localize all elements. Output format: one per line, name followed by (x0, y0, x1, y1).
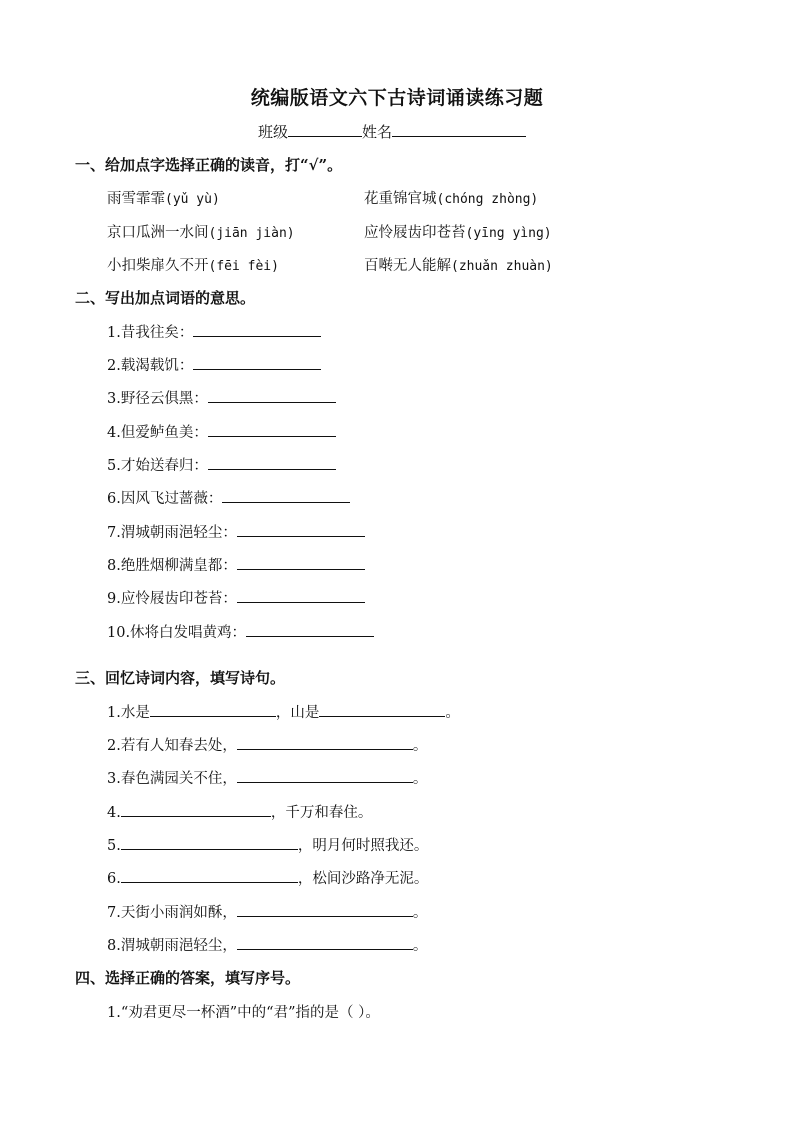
meaning-item (107, 387, 336, 408)
meaning-item (107, 487, 350, 508)
meaning-item-text: 1.昔我往矣： (107, 325, 194, 341)
fill-item-pre: 3.春色满园关不住， (107, 771, 237, 787)
meaning-item-text: 5.才始送春归： (107, 458, 208, 474)
section3-heading: 三、回忆诗词内容，填写诗句。 (75, 669, 286, 687)
fill-item (107, 801, 372, 822)
answer-blank[interactable] (121, 868, 298, 883)
name-label: 姓名 (362, 123, 393, 141)
meaning-item-text: 2.载渴载饥： (107, 358, 194, 374)
fill-item-pre: 1.水是 (107, 705, 150, 721)
fill-item-pre: 8.渭城朝雨浥轻尘， (107, 938, 237, 954)
answer-blank[interactable] (121, 802, 271, 817)
pinyin-item (364, 187, 538, 208)
answer-blank[interactable] (237, 555, 365, 570)
answer-blank[interactable] (237, 902, 413, 917)
pinyin-item-text: 花重锦官城 (364, 191, 437, 207)
pinyin-item-text: 百啭无人能解 (364, 258, 451, 274)
class-blank[interactable] (288, 122, 362, 137)
meaning-item-text: 9.应怜屐齿印苍苔： (107, 591, 237, 607)
meaning-item (107, 354, 321, 375)
fill-item-pre: 7.天街小雨润如酥， (107, 905, 237, 921)
meaning-item-text: 10.休将白发唱黄鸡： (107, 625, 247, 641)
fill-item-pre: 4. (107, 805, 121, 821)
meaning-item-text: 3.野径云俱黑： (107, 391, 208, 407)
fill-item (107, 734, 427, 755)
answer-blank[interactable] (193, 322, 321, 337)
class-name-line (258, 121, 526, 142)
fill-item-post: ，明月何时照我还。 (297, 838, 429, 854)
answer-blank[interactable] (222, 488, 350, 503)
fill-item-post: ，千万和春住。 (270, 805, 373, 821)
answer-blank[interactable] (237, 735, 413, 750)
meaning-item (107, 621, 374, 642)
meaning-item-text: 8.绝胜烟柳满皇都： (107, 558, 237, 574)
section4-heading: 四、选择正确的答案，填写序号。 (75, 969, 301, 987)
answer-blank[interactable] (121, 835, 298, 850)
pinyin-item-text: 京口瓜洲一水间 (107, 225, 209, 241)
fill-item (107, 834, 428, 855)
answer-blank[interactable] (208, 388, 336, 403)
answer-blank[interactable] (246, 622, 374, 637)
fill-item (107, 901, 427, 922)
fill-item-post: 。 (445, 705, 460, 721)
fill-item-pre: 2.若有人知春去处， (107, 738, 237, 754)
meaning-item-text: 6.因风飞过蔷薇： (107, 491, 223, 507)
meaning-item (107, 321, 321, 342)
fill-item-mid: ，山是 (275, 705, 320, 721)
meaning-item-text: 7.渭城朝雨浥轻尘： (107, 525, 237, 541)
answer-blank[interactable] (193, 355, 321, 370)
pinyin-options[interactable]: (chóng zhòng) (436, 192, 539, 207)
fill-item-post: 。 (412, 771, 428, 787)
choice-item: 1.“劝君更尽一杯酒”中的“君”指的是（ ）。 (107, 1005, 380, 1021)
pinyin-item (107, 221, 295, 242)
answer-blank[interactable] (319, 702, 445, 717)
answer-blank[interactable] (208, 455, 336, 470)
pinyin-item (364, 221, 552, 242)
pinyin-options[interactable]: (fēi fèi) (208, 259, 279, 274)
answer-blank[interactable] (237, 588, 365, 603)
name-blank[interactable] (392, 122, 526, 137)
pinyin-item (107, 254, 279, 275)
answer-blank[interactable] (237, 522, 365, 537)
meaning-item (107, 454, 336, 475)
fill-item (107, 867, 428, 888)
pinyin-options[interactable]: (yīng yìng) (465, 226, 552, 241)
fill-item (107, 767, 427, 788)
page-title: 统编版语文六下古诗词诵读练习题 (250, 87, 544, 109)
fill-item-pre: 6. (107, 871, 121, 887)
pinyin-item-text: 应怜屐齿印苍苔 (364, 225, 466, 241)
meaning-item (107, 554, 365, 575)
meaning-item (107, 587, 365, 608)
answer-blank[interactable] (150, 702, 276, 717)
answer-blank[interactable] (208, 422, 336, 437)
fill-item-post: 。 (412, 738, 428, 754)
answer-blank[interactable] (237, 935, 413, 950)
pinyin-item-text: 雨雪霏霏 (107, 191, 165, 207)
fill-item (107, 934, 427, 955)
fill-item-post: ，松间沙路净无泥。 (297, 871, 429, 887)
pinyin-options[interactable]: (jiān jiàn) (208, 226, 295, 241)
meaning-item (107, 521, 365, 542)
pinyin-item (364, 254, 553, 275)
meaning-item (107, 421, 336, 442)
fill-item-post: 。 (412, 905, 428, 921)
pinyin-item (107, 187, 220, 208)
section2-heading: 二、写出加点词语的意思。 (75, 289, 256, 307)
meaning-item-text: 4.但爱鲈鱼美： (107, 425, 208, 441)
fill-item-post: 。 (412, 938, 428, 954)
class-label: 班级 (258, 123, 289, 141)
fill-item-pre: 5. (107, 838, 121, 854)
answer-blank[interactable] (237, 768, 413, 783)
pinyin-options[interactable]: (zhuǎn zhuàn) (451, 259, 553, 274)
section1-heading: 一、给加点字选择正确的读音，打“√”。 (75, 156, 343, 174)
pinyin-item-text: 小扣柴扉久不开 (107, 258, 209, 274)
fill-item (107, 701, 460, 722)
pinyin-options[interactable]: (yǔ yù) (165, 192, 220, 207)
